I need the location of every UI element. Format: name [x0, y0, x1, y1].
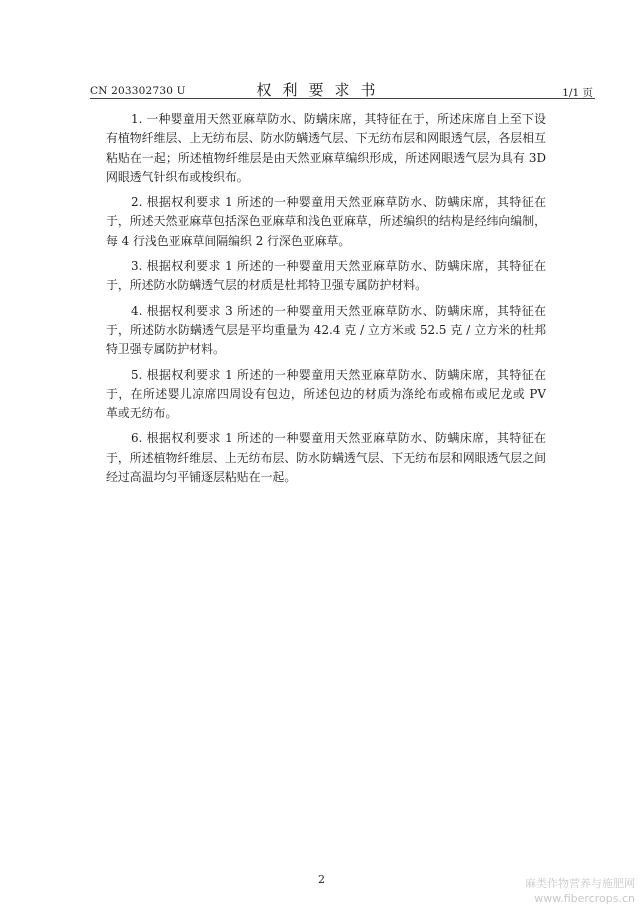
- claim-2: 2. 根据权利要求 1 所述的一种婴童用天然亚麻草防水、防螨床席，其特征在于，所述天然亚麻草包括深色亚麻草和浅色亚麻草，所述编织的结构是经纬向编制，每 4 行浅色亚麻草间隔编织 2 行深色亚麻草。: [106, 195, 546, 248]
- site-watermark: [525, 876, 635, 906]
- claims-list: [106, 110, 546, 493]
- claim-1: 1. 一种婴童用天然亚麻草防水、防螨床席，其特征在于，所述床席自上至下设有植物纤维层、上无纺布层、防水防螨透气层、下无纺布层和网眼透气层，各层相互粘贴在一起；所述植物纤维层是由天然亚麻草编织形成，所述网眼透气层为具有 3D 网眼透气针织布或梭织布。: [106, 112, 546, 184]
- claim-6: 6. 根据权利要求 1 所述的一种婴童用天然亚麻草防水、防螨床席，其特征在于，所述植物纤维层、上无纺布层、防水防螨透气层、下无纺布层和网眼透气层之间经过高温均匀平铺逐层粘贴在一起。: [106, 431, 546, 485]
- page-fraction: 1/1 页: [562, 87, 593, 99]
- claim-4: 4. 根据权利要求 3 所述的一种婴童用天然亚麻草防水、防螨床席，其特征在于，所述防水防螨透气层是平均重量为 42.4 克 / 立方米或 52.5 克 / 立方米的杜邦特卫强专属防护材料。: [106, 303, 546, 357]
- claim-5: 5. 根据权利要求 1 所述的一种婴童用天然亚麻草防水、防螨床席，其特征在于，在所述婴儿凉席四周设有包边，所述包边的材质为涤纶布或棉布或尼龙或 PV 革或无纺布。: [106, 367, 546, 421]
- watermark-url: www.fibercrops.cn: [534, 892, 635, 905]
- page-title: 权利要求书: [256, 81, 387, 99]
- claim-3: 3. 根据权利要求 1 所述的一种婴童用天然亚麻草防水、防螨床席，其特征在于，所述防水防螨透气层的材质是杜邦特卫强专属防护材料。: [106, 259, 546, 293]
- patent-number: CN 203302730 U: [90, 85, 186, 97]
- watermark-site-name: 麻类作物营养与施肥网: [525, 877, 635, 890]
- page-number: 2: [318, 873, 325, 886]
- page-header: [0, 0, 643, 100]
- header-divider: [90, 98, 595, 99]
